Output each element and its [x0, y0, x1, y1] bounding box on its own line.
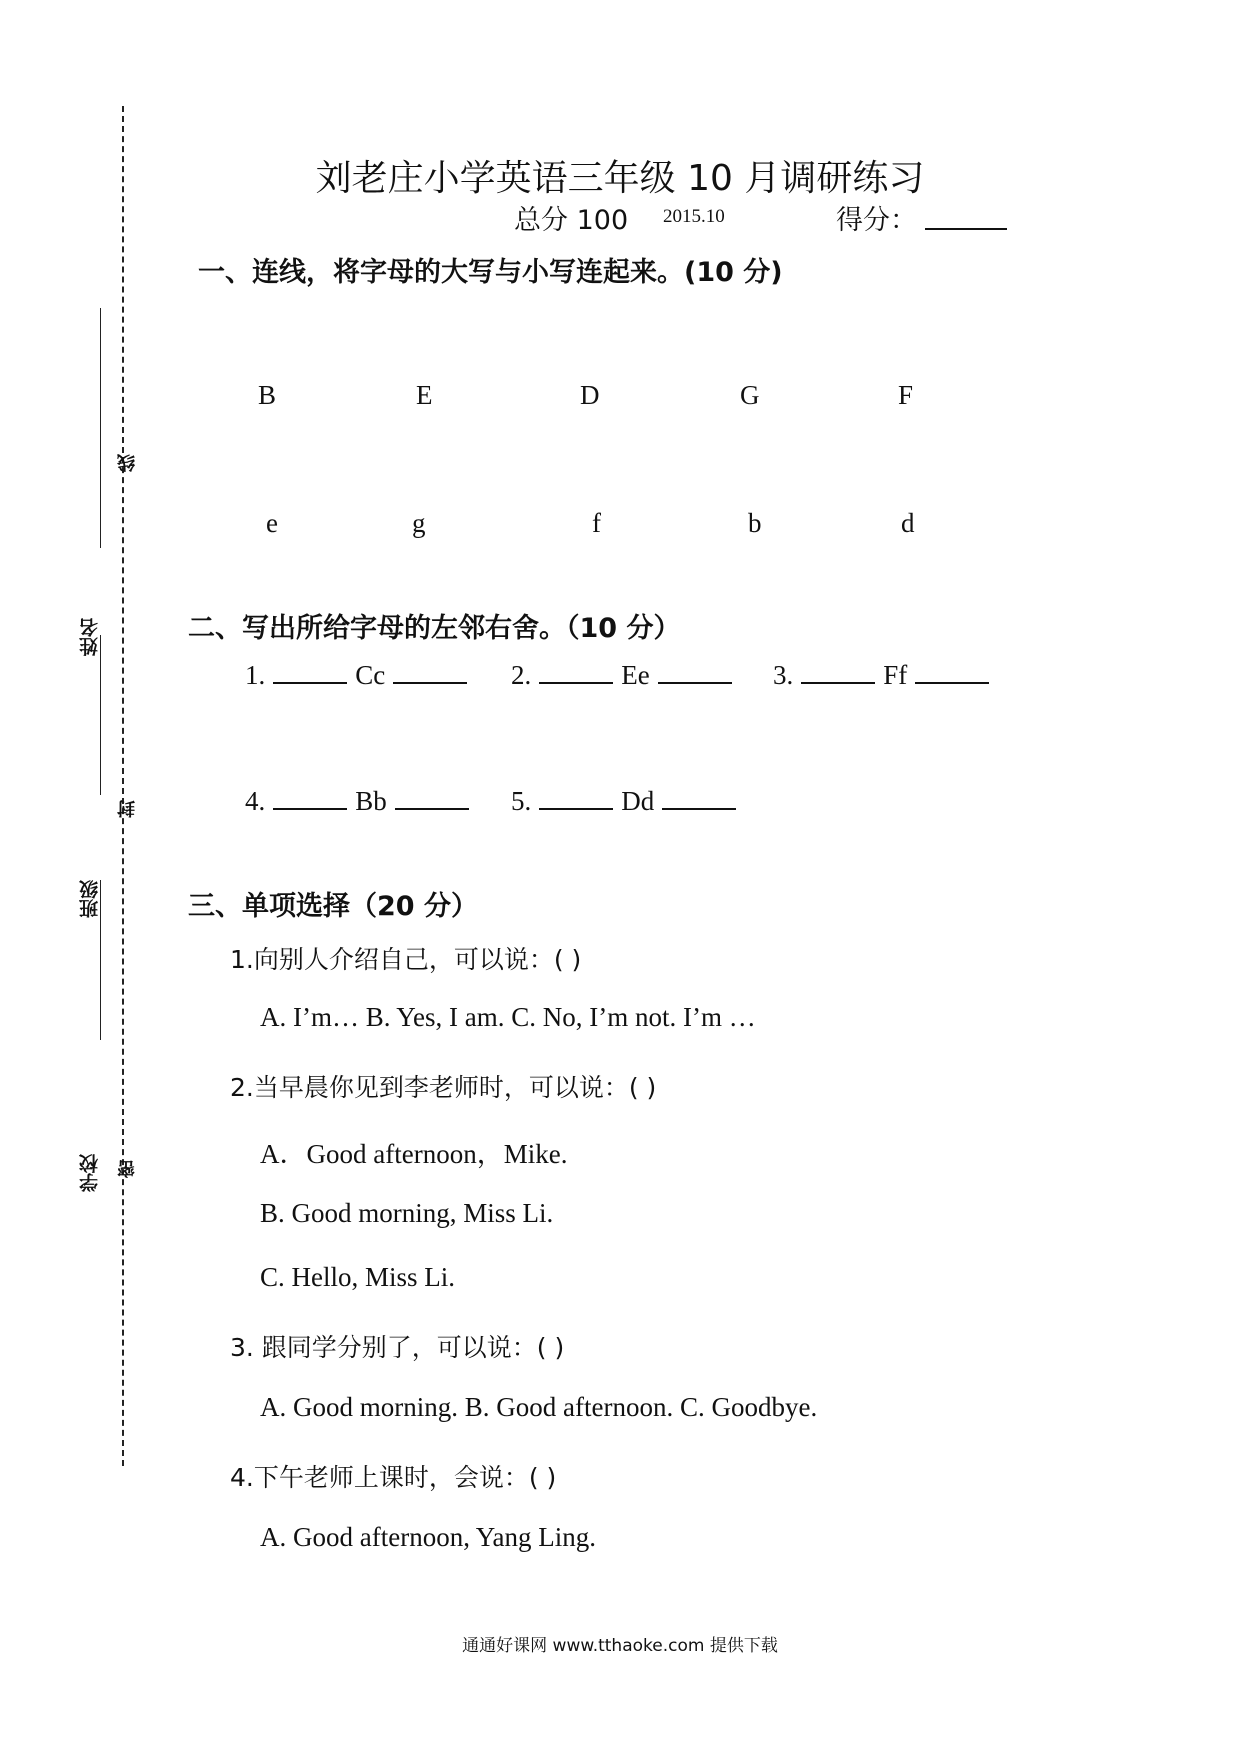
footer-source: 通通好课网 www.tthaoke.com 提供下载 — [462, 1636, 778, 1656]
fill-item — [773, 660, 997, 691]
upper-letter[interactable]: D — [580, 380, 600, 410]
upper-letter[interactable]: G — [740, 380, 760, 410]
exam-date: 2015.10 — [663, 206, 725, 227]
left-blank[interactable] — [539, 660, 613, 684]
fill-item-number: 5. — [511, 786, 532, 816]
page-title: 刘老庄小学英语三年级 10 月调研练习 — [315, 158, 925, 199]
fill-item-number: 2. — [511, 660, 532, 690]
lower-letter[interactable]: d — [901, 508, 915, 538]
lower-letter[interactable]: b — [748, 508, 762, 538]
class-label: 班级 — [79, 880, 101, 918]
right-blank[interactable] — [658, 660, 732, 684]
score-blank[interactable] — [925, 200, 1007, 230]
question-2: 2.当早晨你见到李老师时，可以说：( ) — [230, 1073, 657, 1102]
total-score: 总分 100 — [514, 205, 629, 236]
left-blank[interactable] — [273, 786, 347, 810]
question-4-option-a[interactable]: A. Good afternoon, Yang Ling. — [260, 1522, 596, 1552]
right-blank[interactable] — [395, 786, 469, 810]
section3-heading: 三、单项选择（20 分） — [188, 891, 478, 922]
section2-heading: 二、写出所给字母的左邻右舍。（10 分） — [188, 613, 681, 644]
section1-heading: 一、连线，将字母的大写与小写连起来。(10 分) — [198, 257, 783, 288]
given-letter: Bb — [355, 786, 387, 816]
fill-item-number: 3. — [773, 660, 794, 690]
fill-item — [245, 660, 475, 691]
fill-item-number: 1. — [245, 660, 266, 690]
name-field-line — [100, 308, 101, 548]
question-2-option-a[interactable]: A．Good afternoon，Mike. — [260, 1139, 568, 1169]
fill-item-number: 4. — [245, 786, 266, 816]
score-label: 得分： — [836, 205, 917, 236]
class-field-line — [100, 635, 101, 795]
right-blank[interactable] — [915, 660, 989, 684]
left-blank[interactable] — [539, 786, 613, 810]
left-blank[interactable] — [273, 660, 347, 684]
right-blank[interactable] — [393, 660, 467, 684]
question-1-options[interactable]: A. I’m… B. Yes, I am. C. No, I’m not. I’m … — [260, 1002, 756, 1032]
name-label: 姓名 — [79, 618, 101, 656]
fill-item — [245, 786, 477, 817]
binding-dashed-line — [122, 106, 124, 1466]
given-letter: Dd — [621, 786, 655, 816]
upper-letter[interactable]: E — [416, 380, 433, 410]
secret-mark: 密 — [117, 1160, 138, 1178]
question-3: 3. 跟同学分别了，可以说：( ) — [230, 1333, 565, 1362]
lower-letter[interactable]: e — [266, 508, 278, 538]
lower-letter[interactable]: f — [592, 508, 601, 538]
given-letter: Ff — [883, 660, 908, 690]
school-label: 学校 — [79, 1154, 101, 1192]
fill-item — [511, 660, 740, 691]
upper-letter[interactable]: B — [258, 380, 277, 410]
lower-letter[interactable]: g — [412, 508, 426, 538]
left-blank[interactable] — [801, 660, 875, 684]
question-3-options[interactable]: A. Good morning. B. Good afternoon. C. Goodbye. — [260, 1392, 818, 1422]
seal-mark: 封 — [117, 800, 138, 818]
question-4: 4.下午老师上课时，会说：( ) — [230, 1463, 557, 1492]
line-mark: 线 — [117, 454, 138, 472]
upper-letter[interactable]: F — [898, 380, 914, 410]
question-2-option-b[interactable]: B. Good morning, Miss Li. — [260, 1198, 554, 1228]
right-blank[interactable] — [662, 786, 736, 810]
fill-item — [511, 786, 744, 817]
question-1: 1.向别人介绍自己，可以说：( ) — [230, 945, 582, 974]
given-letter: Ee — [621, 660, 650, 690]
question-2-option-c[interactable]: C. Hello, Miss Li. — [260, 1262, 456, 1292]
given-letter: Cc — [355, 660, 386, 690]
